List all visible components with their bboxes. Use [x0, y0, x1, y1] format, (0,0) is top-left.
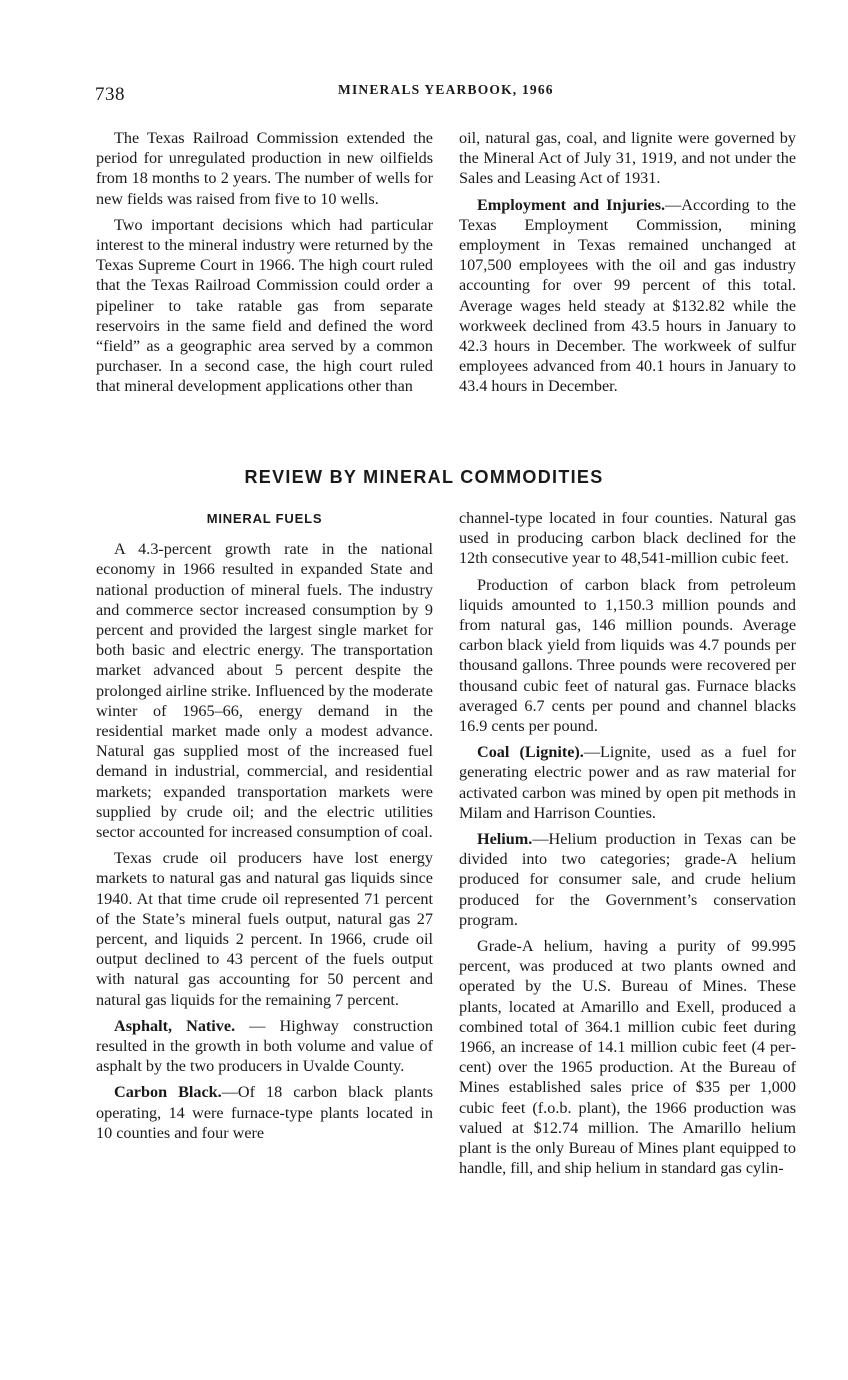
- paragraph-grade-a-helium: Grade-A helium, having a purity of 99.995 percent, was produced at two plants owned and operated by the U.S. Bureau of Mines. These plants, located at Amarillo and Exell, produced a combined total of 364.1 million cubic feet during 1966, an increase of 14.1 million cubic feet (4 percent) over the 1965 production. At the Bureau of Mines established sales price of $35 per 1,000 cubic feet (f.o.b. plant), the 1966 production was valued at $12.74 million. The Amarillo helium plant is the only Bureau of Mines plant equipped to handle, fill, and ship helium in standard gas cylin-: [459, 937, 796, 1178]
- section-title: REVIEW BY MINERAL COMMODITIES: [244, 467, 604, 487]
- paragraph-railroad-commission: The Texas Railroad Commission extended the period for unregulated production in new oilfields from 18 months to 2 years. The number of wells for new fields was raised from five to 10 wells.: [96, 129, 433, 208]
- review-right-column: [459, 508, 796, 1185]
- asphalt-text: — Highway construction resulted in the growth in both volume and value of asphalt by the two producers in Uvalde County.: [96, 1016, 433, 1076]
- carbon-black-text: —Of 18 carbon black plants operating, 14 were furnace-type plants located in 10 counties and four were: [96, 1083, 433, 1142]
- paragraph-employment: [459, 195, 796, 397]
- paragraph-court-decisions: Two important decisions which had particular interest to the mineral industry were returned by the Texas Supreme Court in 1966. The high court ruled that the Texas Railroad Commission could order a pipeliner to take ratable gas from separate reservoirs in the same field and defined the word “field” as a geographic area served by a common purchaser. In a second case, the high court ruled that mineral development applications other than: [96, 215, 433, 396]
- subhead-mineral-fuels: MINERAL FUELS: [206, 511, 323, 526]
- paragraph-mineral-act: oil, natural gas, coal, and lignite were governed by the Mineral Act of July 31, 1919, and not under the Sales and Leasing Act of 1931.: [459, 129, 796, 188]
- employment-text: —According to the Texas Employment Commission, mining employment in Texas remained unchanged at 107,500 employees with the oil and gas industry accounting for over 99 percent of this total. Average wages held steady at $132.82 while the workweek declined from 43.5 hours in January to 42.3 hours in December. The workweek of sulfur employees advanced from 40.1 hours in January to 43.4 hours in December.: [459, 195, 796, 396]
- paragraph-channel-type: channel-type located in four counties. Natural gas used in producing carbon black declined for the 12th consecutive year to 48,541-million cubic feet.: [459, 509, 796, 568]
- top-left-column: [96, 128, 433, 403]
- coal-heading: Coal (Lignite).: [477, 743, 584, 762]
- paragraph-carbon-black: [96, 1082, 433, 1143]
- paragraph-crude-oil: Texas crude oil producers have lost energy markets to natural gas and natural gas liquids since 1940. At that time crude oil represented 71 percent of the State’s mineral fuels output, natural gas 27 percent, and liquids 2 percent. In 1966, crude oil output declined to 43 percent of the fuels output with natural gas accounting for 50 percent and natural gas liquids for the remaining 7 percent.: [96, 849, 433, 1009]
- review-left-column: [96, 507, 433, 1149]
- paragraph-growth-rate: A 4.3-percent growth rate in the national economy in 1966 resulted in expanded State and national production of mineral fuels. The industry and commerce sector increased consumption by 9 percent and provided the largest single market for both basic and electric energy. The transportation market advanced about 5 percent despite the prolonged airline strike. Influenced by the moderate winter of 1965–66, energy demand in the residential market made only a modest advance. Natural gas supplied most of the increased fuel demand in industrial, commercial, and residential markets; expanded transportation markets were supplied by crude oil; and the electric utilities sector accounted for increased consumption of coal.: [96, 540, 433, 842]
- paragraph-asphalt: [96, 1016, 433, 1077]
- running-head: MINERALS YEARBOOK, 1966: [338, 82, 554, 97]
- helium-heading: Helium.: [477, 830, 533, 849]
- paragraph-helium: [459, 829, 796, 930]
- top-right-column: [459, 128, 796, 403]
- helium-text: —Helium production in Texas can be divided into two categories; grade-A helium produced for consumer sale, and crude helium produced for the Government’s conservation program.: [459, 830, 796, 929]
- paragraph-coal: [459, 742, 796, 823]
- page-number: 738: [95, 84, 125, 105]
- paragraph-carbon-production: Production of carbon black from petroleum liquids amounted to 1,150.3 million pounds and from natural gas, 146 million pounds. Average carbon black yield from liquids was 4.7 pounds per thousand gallons. Three pounds were recovered per thousand cubic feet of natural gas. Furnace blacks averaged 6.7 cents per pound and channel blacks 16.9 cents per pound.: [459, 575, 796, 736]
- coal-text: —Lignite, used as a fuel for generating electric power and as raw material for activated carbon was mined by open pit methods in Milam and Harrison Counties.: [459, 743, 796, 822]
- employment-heading: Employment and Injuries.: [477, 195, 666, 214]
- carbon-black-heading: Carbon Black.: [114, 1083, 222, 1102]
- asphalt-heading: Asphalt, Native.: [114, 1016, 236, 1035]
